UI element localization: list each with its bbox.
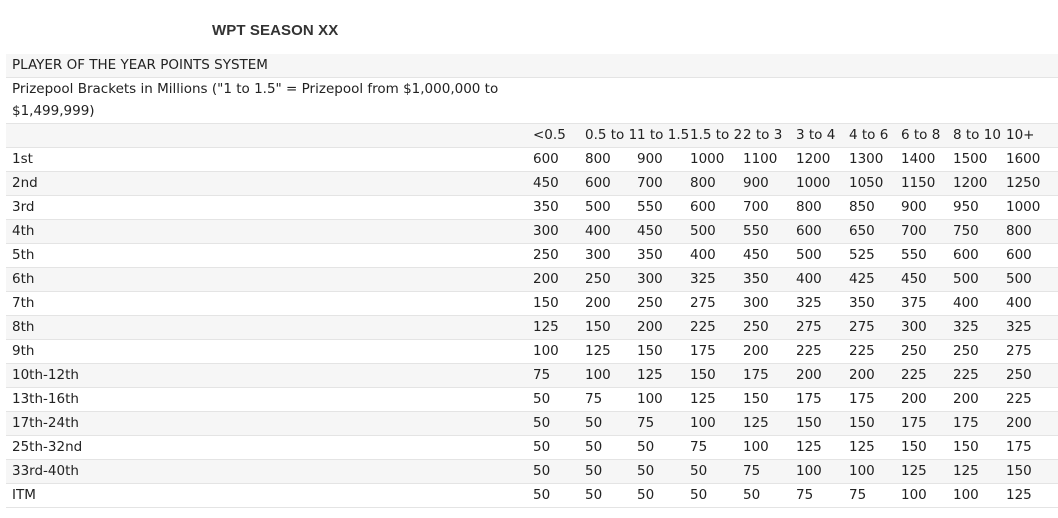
points-cell: 100 xyxy=(947,484,1000,508)
table-row xyxy=(6,460,1058,484)
page-title: WPT SEASON XX xyxy=(212,22,339,39)
points-cell: 200 xyxy=(579,292,631,316)
column-header: 6 to 8 xyxy=(895,124,947,148)
table-row xyxy=(6,340,1058,364)
points-cell: 250 xyxy=(895,340,947,364)
points-cell: 100 xyxy=(527,340,579,364)
table-row xyxy=(6,364,1058,388)
column-header: <0.5 xyxy=(527,124,579,148)
points-cell: 375 xyxy=(895,292,947,316)
column-header: 3 to 4 xyxy=(790,124,843,148)
table-row xyxy=(6,196,1058,220)
points-cell: 275 xyxy=(790,316,843,340)
points-table xyxy=(6,54,1058,508)
points-cell: 125 xyxy=(579,340,631,364)
table-row xyxy=(6,292,1058,316)
points-cell: 225 xyxy=(790,340,843,364)
points-cell: 50 xyxy=(579,460,631,484)
points-cell: 300 xyxy=(631,268,684,292)
points-cell: 75 xyxy=(631,412,684,436)
place-cell: 4th xyxy=(6,220,527,244)
points-cell: 600 xyxy=(527,148,579,172)
place-cell: 25th-32nd xyxy=(6,436,527,460)
points-cell: 400 xyxy=(1000,292,1058,316)
points-cell: 75 xyxy=(684,436,737,460)
place-cell: 1st xyxy=(6,148,527,172)
points-cell: 525 xyxy=(843,244,895,268)
points-cell: 200 xyxy=(631,316,684,340)
points-cell: 225 xyxy=(843,340,895,364)
points-cell: 325 xyxy=(947,316,1000,340)
points-cell: 350 xyxy=(843,292,895,316)
points-cell: 1500 xyxy=(947,148,1000,172)
points-cell: 150 xyxy=(790,412,843,436)
column-header: 0.5 to 1 xyxy=(579,124,631,148)
points-cell: 175 xyxy=(843,388,895,412)
points-cell: 100 xyxy=(843,460,895,484)
points-cell: 900 xyxy=(631,148,684,172)
place-cell: 10th-12th xyxy=(6,364,527,388)
points-cell: 450 xyxy=(737,244,790,268)
points-cell: 700 xyxy=(895,220,947,244)
table-row xyxy=(6,316,1058,340)
place-cell: 7th xyxy=(6,292,527,316)
points-cell: 50 xyxy=(579,436,631,460)
points-cell: 425 xyxy=(843,268,895,292)
points-cell: 225 xyxy=(895,364,947,388)
header-row xyxy=(6,124,1058,148)
points-cell: 850 xyxy=(843,196,895,220)
points-cell: 125 xyxy=(1000,484,1058,508)
points-cell: 175 xyxy=(790,388,843,412)
points-cell: 1000 xyxy=(790,172,843,196)
points-table-body xyxy=(6,54,1058,508)
points-cell: 50 xyxy=(579,412,631,436)
points-cell: 250 xyxy=(947,340,1000,364)
place-cell: ITM xyxy=(6,484,527,508)
header-corner xyxy=(6,124,527,148)
points-cell: 250 xyxy=(737,316,790,340)
points-cell: 225 xyxy=(684,316,737,340)
points-cell: 175 xyxy=(895,412,947,436)
points-cell: 750 xyxy=(947,220,1000,244)
points-cell: 350 xyxy=(631,244,684,268)
points-cell: 400 xyxy=(684,244,737,268)
points-cell: 1000 xyxy=(1000,196,1058,220)
points-cell: 50 xyxy=(631,436,684,460)
points-cell: 200 xyxy=(527,268,579,292)
points-cell: 200 xyxy=(947,388,1000,412)
points-cell: 175 xyxy=(1000,436,1058,460)
points-cell: 1050 xyxy=(843,172,895,196)
points-cell: 75 xyxy=(527,364,579,388)
points-cell: 125 xyxy=(843,436,895,460)
table-row xyxy=(6,244,1058,268)
points-cell: 250 xyxy=(631,292,684,316)
place-cell: 3rd xyxy=(6,196,527,220)
points-cell: 800 xyxy=(790,196,843,220)
points-cell: 100 xyxy=(895,484,947,508)
note-row xyxy=(6,78,1058,124)
points-cell: 50 xyxy=(684,484,737,508)
points-cell: 325 xyxy=(1000,316,1058,340)
points-cell: 125 xyxy=(527,316,579,340)
points-cell: 175 xyxy=(947,412,1000,436)
points-cell: 325 xyxy=(790,292,843,316)
points-cell: 100 xyxy=(579,364,631,388)
points-cell: 75 xyxy=(790,484,843,508)
points-cell: 900 xyxy=(737,172,790,196)
points-cell: 1600 xyxy=(1000,148,1058,172)
points-cell: 125 xyxy=(737,412,790,436)
place-cell: 33rd-40th xyxy=(6,460,527,484)
points-cell: 500 xyxy=(579,196,631,220)
place-cell: 8th xyxy=(6,316,527,340)
points-cell: 450 xyxy=(631,220,684,244)
column-header: 2 to 3 xyxy=(737,124,790,148)
points-cell: 50 xyxy=(737,484,790,508)
column-header: 1 to 1.5 xyxy=(631,124,684,148)
points-cell: 75 xyxy=(843,484,895,508)
points-cell: 800 xyxy=(1000,220,1058,244)
points-cell: 125 xyxy=(684,388,737,412)
points-cell: 700 xyxy=(737,196,790,220)
points-cell: 50 xyxy=(527,436,579,460)
points-cell: 50 xyxy=(579,484,631,508)
points-cell: 275 xyxy=(1000,340,1058,364)
points-cell: 1200 xyxy=(947,172,1000,196)
points-cell: 100 xyxy=(790,460,843,484)
points-cell: 250 xyxy=(579,268,631,292)
points-cell: 150 xyxy=(527,292,579,316)
points-cell: 200 xyxy=(895,388,947,412)
points-cell: 500 xyxy=(684,220,737,244)
points-cell: 175 xyxy=(684,340,737,364)
points-cell: 150 xyxy=(947,436,1000,460)
points-cell: 75 xyxy=(579,388,631,412)
table-subtitle: PLAYER OF THE YEAR POINTS SYSTEM xyxy=(6,54,527,78)
points-cell: 800 xyxy=(579,148,631,172)
points-cell: 300 xyxy=(579,244,631,268)
points-cell: 400 xyxy=(579,220,631,244)
table-row xyxy=(6,484,1058,508)
points-cell: 150 xyxy=(843,412,895,436)
place-cell: 5th xyxy=(6,244,527,268)
points-cell: 50 xyxy=(527,484,579,508)
points-cell: 275 xyxy=(684,292,737,316)
points-cell: 550 xyxy=(631,196,684,220)
points-cell: 500 xyxy=(947,268,1000,292)
column-header: 4 to 6 xyxy=(843,124,895,148)
points-cell: 75 xyxy=(737,460,790,484)
points-cell: 125 xyxy=(790,436,843,460)
points-cell: 150 xyxy=(579,316,631,340)
points-cell: 50 xyxy=(631,460,684,484)
table-row xyxy=(6,388,1058,412)
points-cell: 50 xyxy=(527,388,579,412)
place-cell: 13th-16th xyxy=(6,388,527,412)
table-row xyxy=(6,436,1058,460)
points-cell: 275 xyxy=(843,316,895,340)
table-row xyxy=(6,148,1058,172)
points-cell: 1000 xyxy=(684,148,737,172)
points-cell: 50 xyxy=(684,460,737,484)
points-cell: 325 xyxy=(684,268,737,292)
points-cell: 175 xyxy=(737,364,790,388)
bracket-note: Prizepool Brackets in Millions ("1 to 1.5" = Prizepool from $1,000,000 to $1,499,999) xyxy=(6,78,527,124)
points-cell: 600 xyxy=(684,196,737,220)
points-cell: 600 xyxy=(790,220,843,244)
place-cell: 9th xyxy=(6,340,527,364)
points-cell: 300 xyxy=(895,316,947,340)
points-cell: 600 xyxy=(947,244,1000,268)
points-cell: 1250 xyxy=(1000,172,1058,196)
points-cell: 300 xyxy=(737,292,790,316)
points-cell: 50 xyxy=(527,460,579,484)
points-cell: 200 xyxy=(1000,412,1058,436)
place-cell: 17th-24th xyxy=(6,412,527,436)
points-cell: 225 xyxy=(947,364,1000,388)
table-row xyxy=(6,268,1058,292)
points-cell: 700 xyxy=(631,172,684,196)
points-cell: 150 xyxy=(684,364,737,388)
points-cell: 500 xyxy=(1000,268,1058,292)
points-cell: 550 xyxy=(895,244,947,268)
points-cell: 300 xyxy=(527,220,579,244)
points-cell: 1100 xyxy=(737,148,790,172)
points-cell: 225 xyxy=(1000,388,1058,412)
points-cell: 1300 xyxy=(843,148,895,172)
points-cell: 100 xyxy=(737,436,790,460)
points-cell: 200 xyxy=(843,364,895,388)
points-cell: 800 xyxy=(684,172,737,196)
points-cell: 450 xyxy=(527,172,579,196)
points-cell: 1150 xyxy=(895,172,947,196)
points-cell: 150 xyxy=(1000,460,1058,484)
points-cell: 600 xyxy=(579,172,631,196)
points-cell: 900 xyxy=(895,196,947,220)
points-cell: 250 xyxy=(527,244,579,268)
points-cell: 125 xyxy=(895,460,947,484)
column-header: 1.5 to 2 xyxy=(684,124,737,148)
points-cell: 125 xyxy=(631,364,684,388)
points-cell: 400 xyxy=(947,292,1000,316)
place-cell: 6th xyxy=(6,268,527,292)
points-cell: 150 xyxy=(895,436,947,460)
points-cell: 500 xyxy=(790,244,843,268)
points-cell: 550 xyxy=(737,220,790,244)
points-cell: 100 xyxy=(684,412,737,436)
points-cell: 125 xyxy=(947,460,1000,484)
table-row xyxy=(6,412,1058,436)
place-cell: 2nd xyxy=(6,172,527,196)
points-cell: 400 xyxy=(790,268,843,292)
points-cell: 350 xyxy=(527,196,579,220)
points-cell: 650 xyxy=(843,220,895,244)
points-cell: 200 xyxy=(790,364,843,388)
column-header: 10+ xyxy=(1000,124,1058,148)
points-cell: 950 xyxy=(947,196,1000,220)
points-cell: 250 xyxy=(1000,364,1058,388)
table-row xyxy=(6,172,1058,196)
points-cell: 100 xyxy=(631,388,684,412)
subtitle-row xyxy=(6,54,1058,78)
column-header: 8 to 10 xyxy=(947,124,1000,148)
points-cell: 1400 xyxy=(895,148,947,172)
table-row xyxy=(6,220,1058,244)
points-cell: 50 xyxy=(631,484,684,508)
points-cell: 600 xyxy=(1000,244,1058,268)
points-cell: 50 xyxy=(527,412,579,436)
points-cell: 150 xyxy=(737,388,790,412)
points-cell: 200 xyxy=(737,340,790,364)
points-cell: 150 xyxy=(631,340,684,364)
points-cell: 450 xyxy=(895,268,947,292)
points-cell: 350 xyxy=(737,268,790,292)
points-cell: 1200 xyxy=(790,148,843,172)
